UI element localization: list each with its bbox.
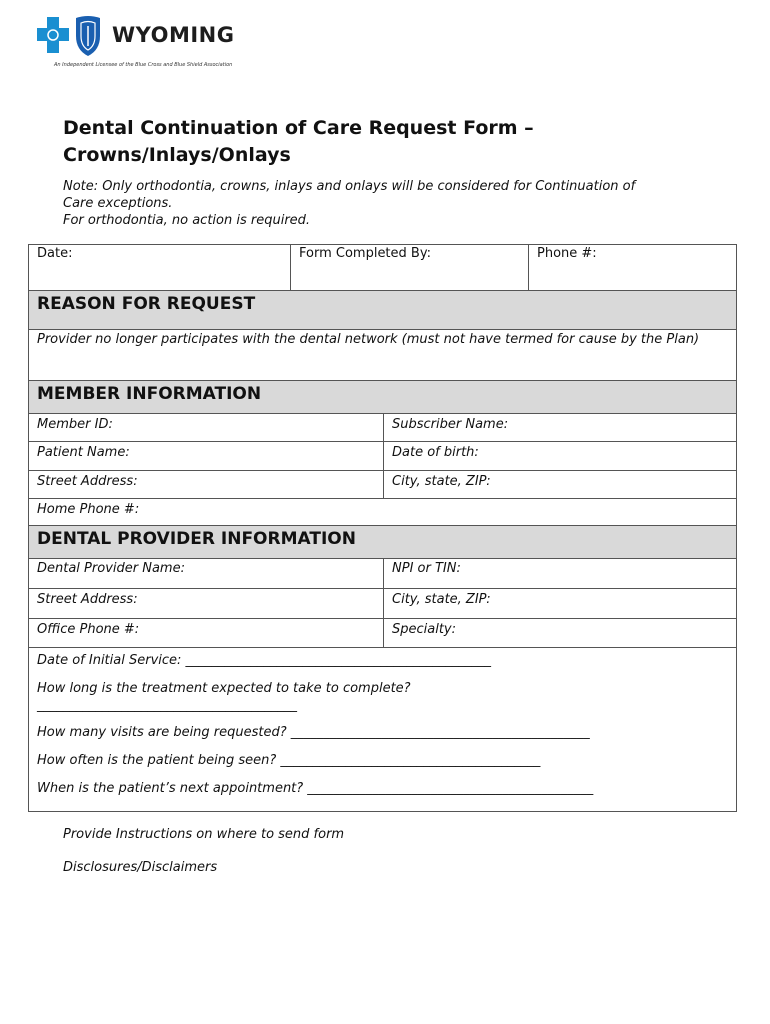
member-heading: MEMBER INFORMATION bbox=[29, 381, 736, 413]
bcbs-logo-icon bbox=[36, 14, 106, 58]
form-title-line1: Dental Continuation of Care Request Form – bbox=[63, 117, 534, 139]
treatment-length-label: How long is the treatment expected to take to complete? bbox=[37, 681, 411, 696]
member-row-3 bbox=[29, 470, 736, 498]
note-line3: For orthodontia, no action is required. bbox=[63, 213, 311, 228]
office-phone-field[interactable]: Office Phone #: bbox=[37, 622, 140, 637]
provider-street-field[interactable]: Street Address: bbox=[37, 592, 138, 607]
next-appointment-question[interactable]: When is the patient’s next appointment? ____________________________________________ bbox=[37, 781, 594, 796]
disclosures: Disclosures/Disclaimers bbox=[63, 860, 218, 875]
patient-name-field[interactable]: Patient Name: bbox=[37, 445, 130, 460]
member-city-field[interactable]: City, state, ZIP: bbox=[383, 471, 736, 498]
npi-field[interactable]: NPI or TIN: bbox=[383, 559, 736, 588]
reason-heading: REASON FOR REQUEST bbox=[29, 291, 736, 329]
form-note bbox=[63, 178, 703, 229]
reason-heading-row bbox=[29, 290, 736, 329]
date-field[interactable]: Date: bbox=[37, 246, 73, 261]
logo-tagline: An Independent Licensee of the Blue Cross and Blue Shield Association bbox=[54, 62, 233, 68]
note-line1: Note: Only orthodontia, crowns, inlays and onlays will be considered for Continuation of bbox=[63, 179, 636, 194]
member-id-field[interactable]: Member ID: bbox=[37, 417, 113, 432]
initial-service-question[interactable]: Date of Initial Service: _______________________________________________ bbox=[37, 653, 492, 668]
brand-name: WYOMING bbox=[112, 23, 235, 47]
provider-row-2 bbox=[29, 588, 736, 618]
provider-row-3 bbox=[29, 618, 736, 647]
home-phone-field[interactable]: Home Phone #: bbox=[37, 502, 140, 517]
provider-name-field[interactable]: Dental Provider Name: bbox=[37, 561, 185, 576]
questions-row bbox=[29, 647, 736, 811]
frequency-question[interactable]: How often is the patient being seen? ________________________________________ bbox=[37, 753, 541, 768]
note-line2: Care exceptions. bbox=[63, 196, 173, 211]
member-street-field[interactable]: Street Address: bbox=[37, 474, 138, 489]
member-row-4 bbox=[29, 498, 736, 525]
provider-city-field[interactable]: City, state, ZIP: bbox=[383, 589, 736, 618]
visits-question[interactable]: How many visits are being requested? ______________________________________________ bbox=[37, 725, 590, 740]
dob-field[interactable]: Date of birth: bbox=[383, 442, 736, 470]
member-heading-row bbox=[29, 380, 736, 413]
request-form-table bbox=[28, 244, 737, 812]
reason-text-row bbox=[29, 329, 736, 380]
subscriber-name-field[interactable]: Subscriber Name: bbox=[383, 414, 736, 441]
treatment-length-line: ________________________________________ bbox=[37, 698, 297, 713]
header-row bbox=[29, 245, 736, 290]
reason-text: Provider no longer participates with the dental network (must not have termed for cause by the Plan) bbox=[37, 332, 700, 347]
provider-heading-row bbox=[29, 525, 736, 558]
phone-field[interactable]: Phone #: bbox=[528, 245, 736, 290]
completed-by-field[interactable]: Form Completed By: bbox=[290, 245, 528, 290]
treatment-length-question[interactable] bbox=[37, 680, 728, 714]
member-row-1 bbox=[29, 413, 736, 441]
send-instructions: Provide Instructions on where to send form bbox=[63, 827, 345, 842]
specialty-field[interactable]: Specialty: bbox=[383, 619, 736, 647]
provider-row-1 bbox=[29, 558, 736, 588]
form-title bbox=[63, 115, 623, 169]
questions-block bbox=[29, 648, 736, 811]
company-logo bbox=[36, 14, 236, 74]
form-title-line2: Crowns/Inlays/Onlays bbox=[63, 144, 291, 166]
provider-heading: DENTAL PROVIDER INFORMATION bbox=[29, 526, 736, 558]
member-row-2 bbox=[29, 441, 736, 470]
